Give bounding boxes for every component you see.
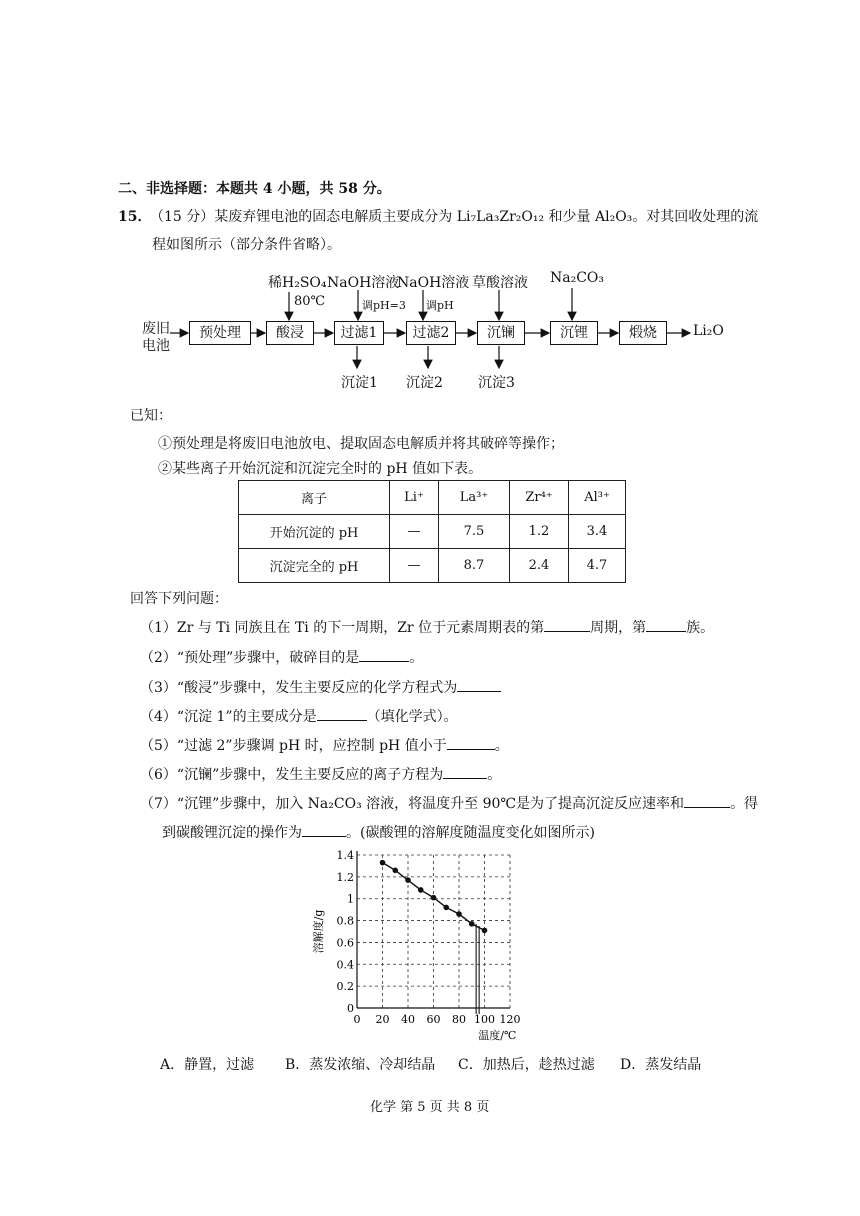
option-d[interactable]: D．蒸发结晶 — [620, 1057, 702, 1073]
reagent-naoh-1: NaOH溶液 — [327, 275, 400, 291]
ph-table — [238, 480, 626, 583]
flow-input-label: 电池 — [142, 338, 170, 354]
reagent-naoh-2: NaOH溶液 — [397, 275, 470, 291]
subquestion-text: （3）“酸浸”步骤中，发生主要反应的化学方程式为 — [140, 680, 458, 696]
table-header-cell: 离子 — [239, 481, 390, 515]
solubility-chart — [300, 845, 540, 1045]
y-tick-label: 0.4 — [336, 958, 354, 972]
precipitate-3: 沉淀3 — [478, 375, 515, 391]
x-tick-label: 40 — [401, 1013, 415, 1026]
page-footer: 化学 第 5 页 共 8 页 — [370, 1100, 490, 1115]
precipitate-1: 沉淀1 — [341, 375, 378, 391]
reagent-condition-ph: 调pH — [426, 299, 454, 312]
table-header-cell: La³⁺ — [439, 481, 510, 515]
y-tick-label: 1.4 — [336, 849, 354, 862]
flow-step-calcine: 煅烧 — [619, 321, 667, 345]
answer-blank[interactable] — [544, 617, 590, 632]
table-row — [239, 549, 626, 583]
table-cell: 3.4 — [569, 515, 626, 549]
reagent-oxalic-acid: 草酸溶液 — [472, 275, 528, 291]
x-tick-label: 100 — [474, 1013, 495, 1026]
table-cell: 8.7 — [439, 549, 510, 583]
known-item-2: ②某些离子开始沉淀和沉淀完全时的 pH 值如下表。 — [158, 461, 483, 477]
flow-output-li2o: Li₂O — [693, 323, 724, 339]
subquestion-text: 族。 — [686, 620, 715, 636]
answer-blank[interactable] — [443, 764, 487, 779]
table-cell: — — [390, 515, 439, 549]
table-cell: — — [390, 549, 439, 583]
subquestion-text: （6）“沉镧”步骤中，发生主要反应的离子方程为 — [140, 767, 444, 783]
y-tick-label: 1 — [347, 892, 354, 906]
subquestion-text: （填化学式）。 — [366, 709, 458, 725]
answer-blank[interactable] — [317, 706, 367, 721]
subquestion-2 — [140, 647, 423, 667]
flow-step-la-precip: 沉镧 — [477, 321, 525, 345]
table-cell: 4.7 — [569, 549, 626, 583]
data-point — [469, 921, 475, 927]
data-point — [380, 860, 386, 866]
table-cell: 2.4 — [510, 549, 569, 583]
subquestion-3 — [140, 677, 501, 697]
table-cell: 开始沉淀的 pH — [239, 515, 390, 549]
answer-blank[interactable] — [359, 647, 409, 662]
x-tick-label: 60 — [426, 1013, 441, 1026]
y-axis-label: 溶解度/g — [312, 909, 325, 954]
table-cell: 1.2 — [510, 515, 569, 549]
subquestion-text: 到碳酸锂沉淀的操作为 — [162, 825, 302, 841]
data-point — [392, 868, 398, 874]
data-point — [431, 895, 437, 901]
subquestion-5 — [140, 735, 509, 755]
answer-blank[interactable] — [302, 822, 346, 837]
subquestion-text: （4）“沉淀 1”的主要成分是 — [140, 709, 317, 725]
section-title: 二、非选择题：本题共 4 小题，共 58 分。 — [118, 181, 391, 197]
y-tick-label: 1.2 — [336, 870, 354, 884]
subquestion-text: 周期，第 — [590, 620, 647, 636]
table-cell: 7.5 — [439, 515, 510, 549]
data-point — [405, 877, 411, 883]
option-a[interactable]: A．静置，过滤 — [160, 1057, 255, 1073]
reagent-dilute-h2so4: 稀H₂SO₄ — [268, 275, 327, 291]
y-tick-label: 0.6 — [336, 936, 354, 950]
flow-step-pretreatment: 预处理 — [189, 321, 251, 345]
table-row — [239, 515, 626, 549]
y-tick-label: 0.2 — [336, 980, 354, 994]
subquestion-text: 。 — [487, 767, 502, 783]
subquestion-6 — [140, 764, 501, 784]
subquestion-text: 。(碳酸锂的溶解度随温度变化如图所示) — [346, 825, 595, 841]
subquestion-text: 。 — [494, 738, 509, 754]
reagent-condition-ph3: 调pH=3 — [362, 299, 406, 312]
data-point — [482, 928, 488, 934]
subquestion-text: 。得 — [730, 796, 759, 812]
x-tick-label: 120 — [499, 1013, 521, 1026]
x-tick-label: 0 — [353, 1013, 361, 1026]
known-item-1: ①预处理是将废旧电池放电、提取固态电解质并将其破碎等操作； — [158, 436, 564, 452]
flow-arrows — [0, 0, 860, 420]
answer-blank[interactable] — [457, 677, 501, 692]
flow-step-acid-leach: 酸浸 — [266, 321, 314, 345]
option-b[interactable]: B．蒸发浓缩、冷却结晶 — [285, 1057, 436, 1073]
answer-prompt: 回答下列问题： — [130, 591, 228, 607]
y-tick-label: 0 — [347, 1002, 354, 1015]
flow-step-filter-2: 过滤2 — [406, 321, 456, 345]
precipitate-2: 沉淀2 — [406, 375, 443, 391]
x-tick-label: 80 — [452, 1013, 466, 1026]
x-tick-label: 20 — [375, 1013, 390, 1026]
data-point — [456, 911, 462, 917]
subquestion-text: 。 — [409, 650, 424, 666]
flow-step-filter-1: 过滤1 — [334, 321, 384, 345]
option-c[interactable]: C．加热后，趁热过滤 — [458, 1057, 595, 1073]
subquestion-4 — [140, 706, 458, 726]
table-header-cell: Al³⁺ — [569, 481, 626, 515]
subquestion-text: （1）Zr 与 Ti 同族且在 Ti 的下一周期，Zr 位于元素周期表的第 — [140, 620, 545, 636]
table-header-cell: Zr⁴⁺ — [510, 481, 569, 515]
data-point — [443, 905, 449, 911]
subquestion-7 — [140, 793, 758, 813]
table-row — [239, 481, 626, 515]
subquestion-1 — [140, 617, 714, 637]
subquestion-text: （5）“过滤 2”步骤调 pH 时，应控制 pH 值小于 — [140, 738, 447, 754]
flow-step-li-precip: 沉锂 — [550, 321, 598, 345]
subquestion-7-cont — [162, 822, 595, 842]
table-header-cell: Li⁺ — [390, 481, 439, 515]
x-axis-label: 温度/℃ — [478, 1029, 517, 1042]
data-point — [418, 887, 424, 893]
table-cell: 沉淀完全的 pH — [239, 549, 390, 583]
answer-blank[interactable] — [684, 793, 730, 808]
question-stem-line2: 程如图所示（部分条件省略）。 — [152, 237, 341, 253]
answer-blank[interactable] — [646, 617, 686, 632]
reagent-na2co3: Na₂CO₃ — [550, 270, 605, 286]
question-stem-line1: （15 分）某废弃锂电池的固态电解质主要成分为 Li₇La₃Zr₂O₁₂ 和少量 Al₂O₃。对其回收处理的流 — [150, 209, 759, 225]
subquestion-text: （2）“预处理”步骤中，破碎目的是 — [140, 650, 360, 666]
flow-input-label: 废旧 — [142, 321, 170, 337]
y-tick-label: 0.8 — [336, 914, 354, 928]
reagent-condition-80c: 80℃ — [294, 294, 326, 309]
subquestion-text: （7）“沉锂”步骤中，加入 Na₂CO₃ 溶液，将温度升至 90℃是为了提高沉淀反应速率和 — [140, 796, 685, 812]
known-label: 已知： — [130, 408, 172, 424]
answer-blank[interactable] — [447, 735, 495, 750]
question-number: 15． — [118, 209, 152, 225]
